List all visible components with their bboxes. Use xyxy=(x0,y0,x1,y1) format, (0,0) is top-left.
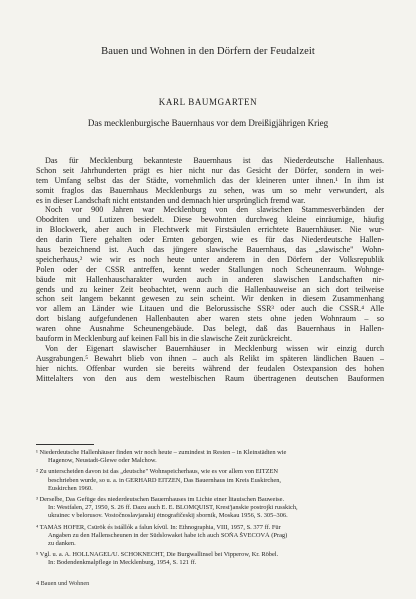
body-line: Ausgrabungen.⁵ Bewahrt blieb von ihnen – auch als Relikt im späteren ländlichen Bauen – xyxy=(36,353,384,363)
body-line: somit fraglos das Bauernhaus Mecklenburgs zu sehen, was um so mehr verwundert, als xyxy=(36,185,384,195)
body-line: es in dieser Landschaft nicht entstanden und demnach hier ursprünglich fremd war. xyxy=(36,195,306,205)
body-line: vor allem an Länder wie Litauen und die Belorussische SSR³ oder auch die CSSR.⁴ Alle xyxy=(36,304,384,314)
series-title: Bauen und Wohnen in den Dörfern der Feudalzeit xyxy=(101,46,315,57)
body-line: den darin Tiere gehalten oder Ernten geborgen, wie es für das Niederdeutsche Hallen- xyxy=(36,235,384,245)
footnote-line: ³ Derselbe, Das Gefüge des niederdeutschen Bauernhauses im Lichte einer litauischen Bauweise. xyxy=(36,495,285,503)
body-line: Noch vor 900 Jahren war Mecklenburg von den slawischen Stammesverbänden der xyxy=(45,205,384,215)
footnote-line: ukrainec v belorusov. Vostočnoslavjanskij ėtnografičeskij sbornik, Moskau 1956, S. 305–306. xyxy=(48,512,288,520)
body-line: bäude mit Hallenhauscharakter wurden auch in anderen slawischen Landschaften nir- xyxy=(36,274,384,284)
body-line: Das für Mecklenburg bekannteste Bauernhaus ist das Niederdeutsche Hallenhaus. xyxy=(45,156,384,165)
body-line: bauform in Mecklenburg auf keinen Fall bis in die slawische Zeit zurückreicht. xyxy=(36,334,293,344)
footnote-line: Hagenow, Neustadt-Glewe oder Malchow. xyxy=(48,457,157,465)
body-line: dort bislang aufgefundenen Hallenbauten aber waren stets ohne jeden Wohnraum – so xyxy=(36,314,384,324)
footnote-line: ⁵ Vgl. u. a. A. HOLLNAGEL/U. SCHOKNECHT, Die Burgwallinsel bei Vipperow, Kr. Röbel. xyxy=(36,551,279,559)
body-line: Von der Eigenart slawischer Bauernhäuser in Mecklenburg wissen wir einzig durch xyxy=(45,343,384,353)
body-line: Schon seit Jahrhunderten prägt es hier nicht nur das Gesicht der Dörfer, sondern in wei- xyxy=(36,165,384,175)
footnote-line: beschrieben wurde, so u. a. in GERHARD EITZEN, Das Bauernhaus im Kreis Euskirchen, xyxy=(48,476,282,484)
body-line: hier nichts. Offenbar wurden sie bereits während der feudalen Ostexpansion des hohen xyxy=(36,363,384,373)
footnote-line: zu danken. xyxy=(48,539,76,547)
body-line: schon seit langem bekannt gewesen zu sein scheint. Wir denken in diesem Zusammenhang xyxy=(36,294,384,304)
body-text xyxy=(36,156,384,383)
body-line: Polen oder der CSSR antreffen, kennt weder Stallungen noch Scheunenraum. Wohnge- xyxy=(36,264,384,274)
footnotes xyxy=(36,449,384,567)
body-line: speicherhaus,² wie wir es noch heute unter anderem in den Dörfern der Volksrepublik xyxy=(36,254,384,264)
body-line: tem Umfang selbst das der Städte, vornehmlich das der kleineren unter ihnen.¹ In ihm ist xyxy=(36,175,384,185)
footnote-divider xyxy=(36,444,94,445)
footnote-line: ¹ Niederdeutsche Hallenhäuser finden wir noch heute – zumindest in Resten – in Kleinstädten wie xyxy=(36,449,287,456)
author-name: KARL BAUMGARTEN xyxy=(158,97,258,107)
article-title: Das mecklenburgische Bauernhaus vor dem Dreißigjährigen Krieg xyxy=(87,118,329,128)
footnote-line: ² Zu unterscheiden davon ist das „deutsche" Wohnspeicherhaus, wie es vor allem von EITZEN xyxy=(36,468,279,476)
footnote-line: In: Bodendenkmalpflege in Mecklenburg, 1954, S. 121 ff. xyxy=(48,559,197,567)
footnote-line: Euskirchen 1960. xyxy=(48,484,93,492)
page-footer: 4 Bauen und Wohnen xyxy=(36,580,90,587)
body-line: Mittelalters von den aus dem westelbischen Raum übertragenen deutschen Bauformen xyxy=(36,373,384,383)
body-line: in Blockwerk, aber auch in Flechtwerk mit Firstsäulen errichtete Bauernhäuser. Nie wur- xyxy=(36,225,384,235)
body-line: gends und zu keiner Zeit beobachtet, wenn auch die Hallenbauweise an sich dort teilweise xyxy=(36,284,384,294)
body-line: waren ohne Ausnahme Scheunengebäude. Das belegt, daß das Bauernhaus in Hallen- xyxy=(36,324,384,334)
footnote-line: ⁴ TAMÁS HOFER, Csürök és istállók a falun kívül. In: Ethnographia, VIII, 1957, S. 377 ff. Für xyxy=(36,523,281,531)
footnote-line: In: Westfalen, 27, 1950, S. 26 ff. Dazu auch E. E. BLOMQUIST, Krest'janskie postrojki russkich, xyxy=(48,504,298,512)
footnote-line: Angaben zu den Hallenscheunen in der Südslowakei habe ich auch SOŇA ŠVECOVÁ (Prag) xyxy=(48,531,288,539)
body-line: Obodriten und Lutizen besiedelt. Diese bewohnten durchweg kleine einräumige, häufig xyxy=(36,215,384,225)
body-line: haus bezeichnend ist. Auch das jüngere slawische Bauernhaus, das „slawische" Wohn- xyxy=(36,245,384,255)
